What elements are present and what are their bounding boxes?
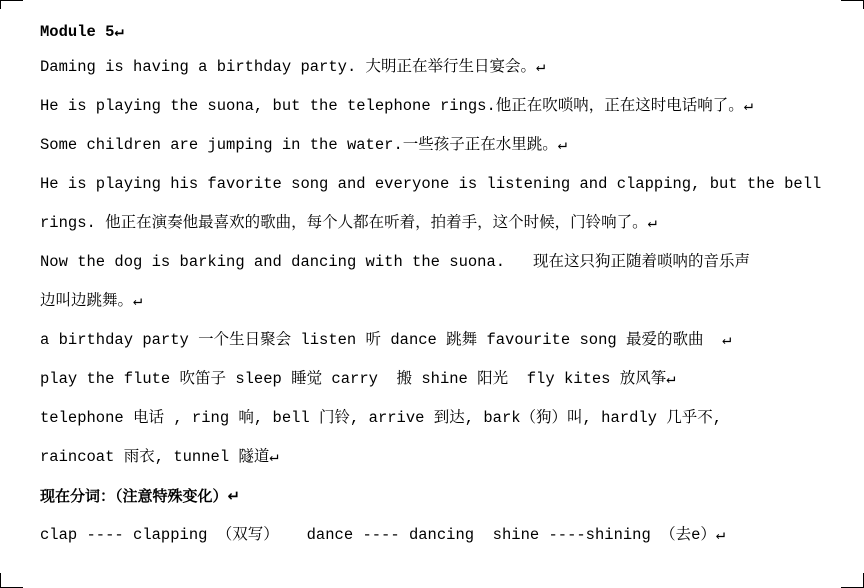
text-line-4: He is playing his favorite song and everyone is listening and clapping, but the bell [40, 175, 822, 193]
text-line-5: rings. 他正在演奏他最喜欢的歌曲，每个人都在听着，拍着手，这个时候，门铃响了。↵ [40, 214, 657, 232]
vocabulary-line-1: a birthday party 一个生日聚会 listen 听 dance 跳舞 favourite song 最爱的歌曲 ↵ [40, 331, 732, 349]
text-line-1: Daming is having a birthday party. 大明正在举行生日宴会。↵ [40, 58, 546, 76]
examples-line-1: clap ---- clapping （双写） dance ---- dancing shine ----shining （去e）↵ [40, 526, 726, 544]
vocabulary-line-3: telephone 电话 , ring 响, bell 门铃, arrive 到达, bark（狗）叫, hardly 几乎不, [40, 409, 723, 427]
text-line-7: 边叫边跳舞。↵ [40, 292, 143, 310]
document-body [40, 16, 850, 555]
text-line-6: Now the dog is barking and dancing with the suona. 现在这只狗正随着唢呐的音乐声 [40, 253, 750, 271]
document-title: Module 5↵ [40, 23, 124, 41]
page-border-top-right [841, 0, 864, 9]
vocabulary-line-2: play the flute 吹笛子 sleep 睡觉 carry 搬 shine 阳光 fly kites 放风筝↵ [40, 370, 676, 388]
section-heading-present-participle: 现在分词：（注意特殊变化）↵ [40, 487, 241, 505]
page-border-bottom-left [0, 573, 23, 588]
page-border-bottom-right [841, 573, 864, 588]
vocabulary-line-4: raincoat 雨衣, tunnel 隧道↵ [40, 448, 279, 466]
page-border-top-left [0, 0, 23, 9]
text-line-2: He is playing the suona, but the telephone rings.他正在吹唢呐，正在这时电话响了。↵ [40, 97, 754, 115]
text-line-3: Some children are jumping in the water.一些孩子正在水里跳。↵ [40, 136, 568, 154]
